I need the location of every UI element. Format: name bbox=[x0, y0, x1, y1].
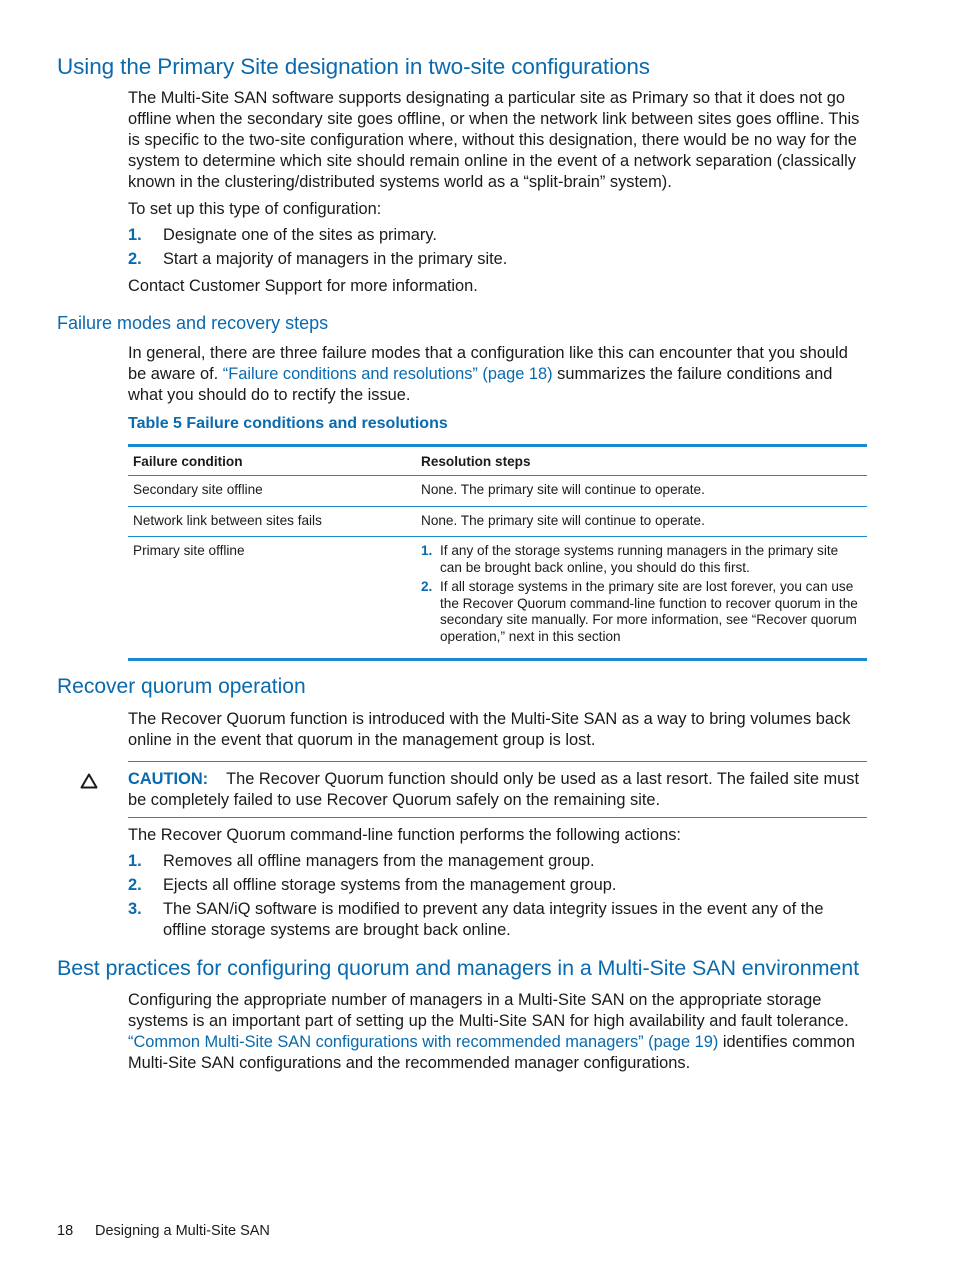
section-heading-failure-modes: Failure modes and recovery steps bbox=[57, 313, 329, 333]
recover-quorum-actions-list bbox=[128, 851, 870, 944]
common-configurations-link[interactable]: “Common Multi-Site SAN configurations with recommended managers” (page 19) bbox=[128, 1033, 719, 1051]
list-item: 2. Start a majority of managers in the primary site. bbox=[128, 250, 508, 268]
resolution-steps-list bbox=[421, 543, 862, 645]
table-row bbox=[128, 537, 867, 660]
recover-quorum-actions-lead: The Recover Quorum command-line function performs the following actions: bbox=[128, 826, 681, 844]
caution-label: CAUTION: bbox=[128, 770, 209, 788]
setup-steps-list bbox=[128, 225, 870, 273]
primary-site-intro-paragraph: The Multi-Site SAN software supports designating a particular site as Primary so that it does not go offline when the secondary site goes offline, or when the network link between sites goes offline. This is specific to the two-site configuration where, without this designation, there would be no way for the system to determine which site should remain online in the event of a network separation (classically known in the clustering/distributed systems world as a “split-brain” system). bbox=[128, 89, 860, 191]
column-header-condition: Failure condition bbox=[128, 446, 416, 476]
table-caption: Table 5 Failure conditions and resolutions bbox=[128, 415, 448, 432]
list-item: 1. If any of the storage systems running managers in the primary site can be brought back online, you should do this first. bbox=[421, 543, 839, 575]
section-heading-primary-site: Using the Primary Site designation in two-site configurations bbox=[57, 54, 650, 79]
contact-support-paragraph: Contact Customer Support for more information. bbox=[128, 277, 478, 295]
table-row bbox=[128, 476, 867, 507]
list-item: 1. Designate one of the sites as primary. bbox=[128, 226, 437, 244]
section-heading-recover-quorum: Recover quorum operation bbox=[57, 675, 306, 698]
page-number: 18 bbox=[57, 1223, 74, 1239]
table-cell: None. The primary site will continue to operate. bbox=[416, 476, 867, 507]
list-item: 2. Ejects all offline storage systems from the management group. bbox=[128, 876, 617, 894]
table-cell: None. The primary site will continue to operate. bbox=[416, 506, 867, 537]
list-item: 3. The SAN/iQ software is modified to prevent any data integrity issues in the event any of the offline storage systems are brought back online. bbox=[128, 900, 824, 939]
recover-quorum-paragraph: The Recover Quorum function is introduced with the Multi-Site SAN as a way to bring volumes back online in the event that quorum in the management group is lost. bbox=[128, 710, 851, 749]
column-header-resolution: Resolution steps bbox=[416, 446, 867, 476]
table-cell: Secondary site offline bbox=[128, 476, 416, 507]
page-footer bbox=[57, 1223, 270, 1239]
section-heading-best-practices: Best practices for configuring quorum and managers in a Multi-Site SAN environment bbox=[57, 956, 860, 980]
table-cell: Primary site offline bbox=[133, 543, 245, 558]
failure-conditions-table bbox=[128, 444, 867, 661]
table-cell bbox=[416, 537, 867, 660]
warning-triangle-icon bbox=[80, 773, 98, 789]
failure-modes-paragraph: In general, there are three failure modes that a configuration like this can encounter that you should be aware of. “Failure conditions and resolutions” (page 18) summarizes the failure conditions and what you should do to rectify the issue. bbox=[128, 344, 848, 404]
caution-text: The Recover Quorum function should only be used as a last resort. The failed site must be completely failed to use Recover Quorum safely on the remaining site. bbox=[128, 770, 860, 809]
list-item: 1. Removes all offline managers from the management group. bbox=[128, 852, 595, 870]
setup-lead-paragraph: To set up this type of configuration: bbox=[128, 200, 382, 218]
table-row bbox=[128, 506, 867, 537]
best-practices-paragraph: Configuring the appropriate number of managers in a Multi-Site SAN on the appropriate storage systems is an important part of setting up the Multi-Site SAN for high availability and fault tolerance. “Common Multi-Site SAN configurations with recommended managers” (page 19) identifies common Multi-Site SAN configurations and the recommended manager configurations. bbox=[128, 991, 855, 1072]
table-cell: Network link between sites fails bbox=[128, 506, 416, 537]
chapter-title: Designing a Multi-Site SAN bbox=[95, 1223, 270, 1239]
table-header-row bbox=[128, 446, 867, 476]
failure-conditions-link[interactable]: “Failure conditions and resolutions” (page 18) bbox=[222, 365, 553, 383]
list-item: 2. If all storage systems in the primary site are lost forever, you can use the Recover Quorum command-line function to recover quorum in the secondary site manually. For more information, see “Recover quorum operation,” next in this section bbox=[421, 579, 858, 644]
caution-callout bbox=[128, 761, 867, 818]
